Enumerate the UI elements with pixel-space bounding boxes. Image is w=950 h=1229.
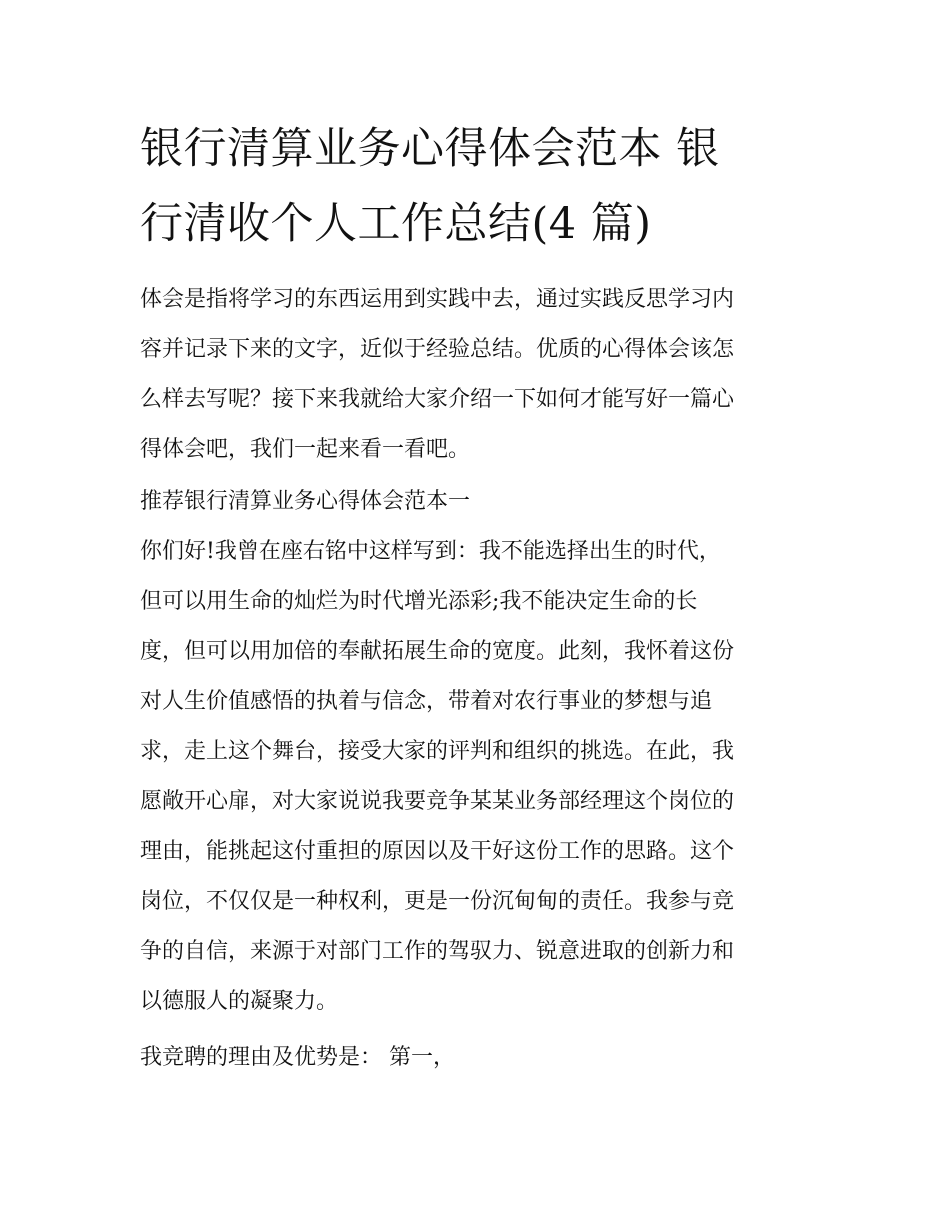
intro-line-3: 么样去写呢？接下来我就给大家介绍一下如何才能写好一篇心 [140, 387, 735, 412]
body-line-7: 理由，能挑起这付重担的原因以及干好这份工作的思路。这个 [140, 839, 735, 864]
intro-paragraph [140, 275, 840, 475]
body-line-4: 对人生价值感悟的执着与信念，带着对农行事业的梦想与追 [140, 689, 713, 714]
section-heading: 推荐银行清算业务心得体会范本一 [140, 489, 471, 514]
body-line-9: 争的自信，来源于对部门工作的驾驭力、锐意进取的创新力和 [140, 939, 735, 964]
intro-line-1: 体会是指将学习的东西运用到实践中去，通过实践反思学习内 [140, 287, 735, 312]
intro-line-4: 得体会吧，我们一起来看一看吧。 [140, 437, 471, 462]
body-line-3: 度，但可以用加倍的奉献拓展生命的宽度。此刻，我怀着这份 [140, 639, 735, 664]
body-paragraph [140, 527, 840, 1027]
body-line-10: 以德服人的凝聚力。 [140, 989, 339, 1014]
body-line-8: 岗位，不仅仅是一种权利，更是一份沉甸甸的责任。我参与竞 [140, 889, 735, 914]
intro-line-2: 容并记录下来的文字，近似于经验总结。优质的心得体会该怎 [140, 337, 735, 362]
body-line-5: 求，走上这个舞台，接受大家的评判和组织的挑选。在此，我 [140, 739, 735, 764]
document-title [140, 112, 830, 262]
closing-line: 我竞聘的理由及优势是： 第一， [140, 1045, 455, 1070]
title-line-2: 行清收个人工作总结(4 篇) [140, 199, 652, 249]
title-line-1: 银行清算业务心得体会范本 银 [140, 124, 720, 174]
body-line-1: 你们好!我曾在座右铭中这样写到：我不能选择出生的时代， [140, 539, 721, 564]
body-line-6: 愿敞开心扉，对大家说说我要竞争某某业务部经理这个岗位的 [140, 789, 735, 814]
body-line-2: 但可以用生命的灿烂为时代增光添彩;我不能决定生命的长 [140, 589, 698, 614]
